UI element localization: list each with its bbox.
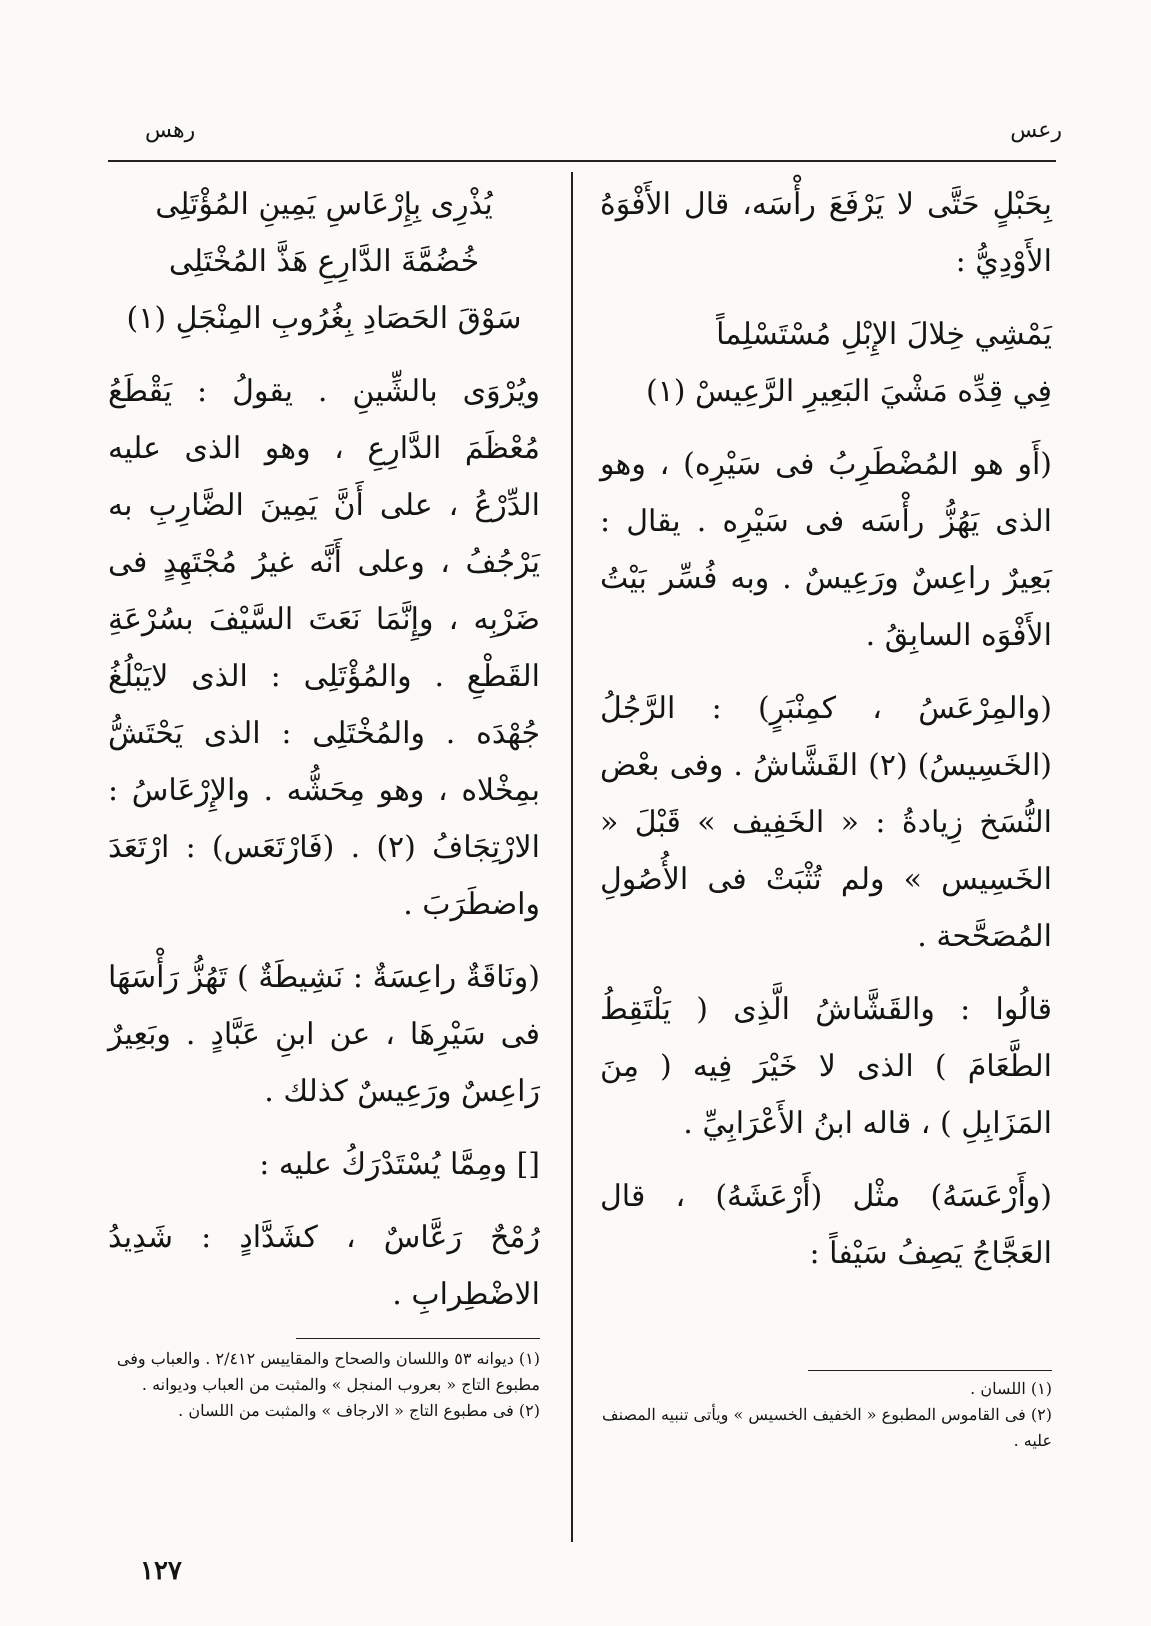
verse-line: سَوْقَ الحَصَادِ بِغُرُوبِ المِنْجَلِ (١) [126,301,522,336]
footnotes-left [108,1346,540,1424]
paragraph: رُمْحٌ رَعَّاسٌ ، كشَدَّادٍ : شَدِيدُ الاضْطِرابِ . [108,1220,540,1312]
footnote: (١) ديوانه ٥٣ واللسان والصحاح والمقاييس ٢/٤١٢ . والعباب وفى مطبوع التاج « بعروب المنجل » والمثبت من العباب وديوانه . [116,1349,540,1394]
page-number: ١٢٧ [140,1556,182,1586]
paragraph: (أَو هو المُضْطَرِبُ فى سَيْرِه) ، وهو الذى يَهُزُّ رأْسَه فى سَيْرِه . يقال : بَعِيرٌ راعِسٌ ورَعِيسٌ . وبه فُسِّر بَيْتُ الأَفْوَه السابِقُ . [600,447,1052,653]
running-header-left: رهس [145,118,196,143]
verse-line: فِي قِدِّه مَشْيَ البَعِيرِ الرَّعِيسْ (١) [645,374,1052,409]
left-column [108,176,540,1339]
paragraph: قالُوا : والقَشَّاشُ الَّذِى ( يَلْتَقِطُ الطَّعَامَ ) الذى لا خَيْرَ فِيه ( مِنَ المَزَابِلِ ) ، قاله ابنُ الأَعْرَابِيِّ . [600,992,1052,1141]
column-divider [571,172,573,1542]
header-rule [108,160,1056,162]
verse-line: خُضُمَّةَ الدَّارِعِ هَذَّ المُخْتَلِى [168,244,480,279]
paragraph: (والمِرْعَسُ ، كمِنْبَرٍ) : الرَّجُلُ (الخَسِيسُ) (٢) القَشَّاشُ . وفى بعْض النُّسَخ زِيادةُ : « الخَفِيف » قَبْلَ « الخَسِيس » ولم تُثْبَتْ فى الأُصُولِ المُصَحَّحة . [600,691,1052,954]
running-header-right: رعس [1010,118,1062,143]
footnote: (١) اللسان . [970,1379,1052,1398]
footnote-rule-left [296,1338,540,1339]
paragraph: (وأَرْعَسَهُ) مثْل (أَرْعَشَهُ) ، قال العَجَّاجُ يَصِفُ سَيْفاً : [600,1179,1052,1271]
footnotes-right [600,1376,1052,1454]
footnote: (٢) فى مطبوع التاج « الارجاف » والمثبت من اللسان . [178,1401,540,1420]
footnote: (٢) فى القاموس المطبوع « الخفيف الخسيس » ويأتى تنبيه المصنف عليه . [602,1405,1052,1450]
paragraph: [] ومِمَّا يُسْتَدْرَكُ عليه : [259,1147,540,1182]
right-column [600,176,1052,1298]
paragraph: ويُرْوَى بالشِّينِ . يقولُ : يَقْطَعُ مُعْظَمَ الدَّارِعِ ، وهو الذى عليه الدِّرْعُ ، على أَنَّ يَمِينَ الضَّارِبِ به يَرْجُفُ ، وعلى أَنَّه غيرُ مُجْتَهِدٍ فى ضَرْبِه ، وإِنَّمَا نَعَتَ السَّيْفَ بسُرْعَةِ القَطْعِ . والمُؤْتَلِى : الذى لايَبْلُغُ جُهْدَه . والمُخْتَلِى : الذى يَحْتَشُّ بمِخْلاه ، وهو مِحَشُّه . والإِرْعَاسُ : الارْتِجَافُ (٢) . (فَارْتَعَس) : ارْتَعَدَ واضطَرَبَ . [108,374,540,922]
verse-line: يَمْشِي خِلالَ الإِبْلِ مُسْتَسْلِماً [716,317,1052,352]
paragraph: بِحَبْلٍ حَتَّى لا يَرْفَعَ رأْسَه، قال الأَفْوَهُ الأَوْدِيُّ : [600,187,1052,279]
footnote-rule-right [808,1370,1052,1371]
verse-line: يُذْرِى بِإِرْعَاسِ يَمِينِ المُؤْتَلِى [155,187,493,222]
paragraph: (ونَاقَةٌ راعِسَةٌ : نَشِيطَةٌ ) تَهُزُّ رَأْسَهَا فى سَيْرِهَا ، عن ابنِ عَبَّادٍ . وبَعِيرٌ رَاعِسٌ ورَعِيسٌ كذلك . [108,960,540,1109]
